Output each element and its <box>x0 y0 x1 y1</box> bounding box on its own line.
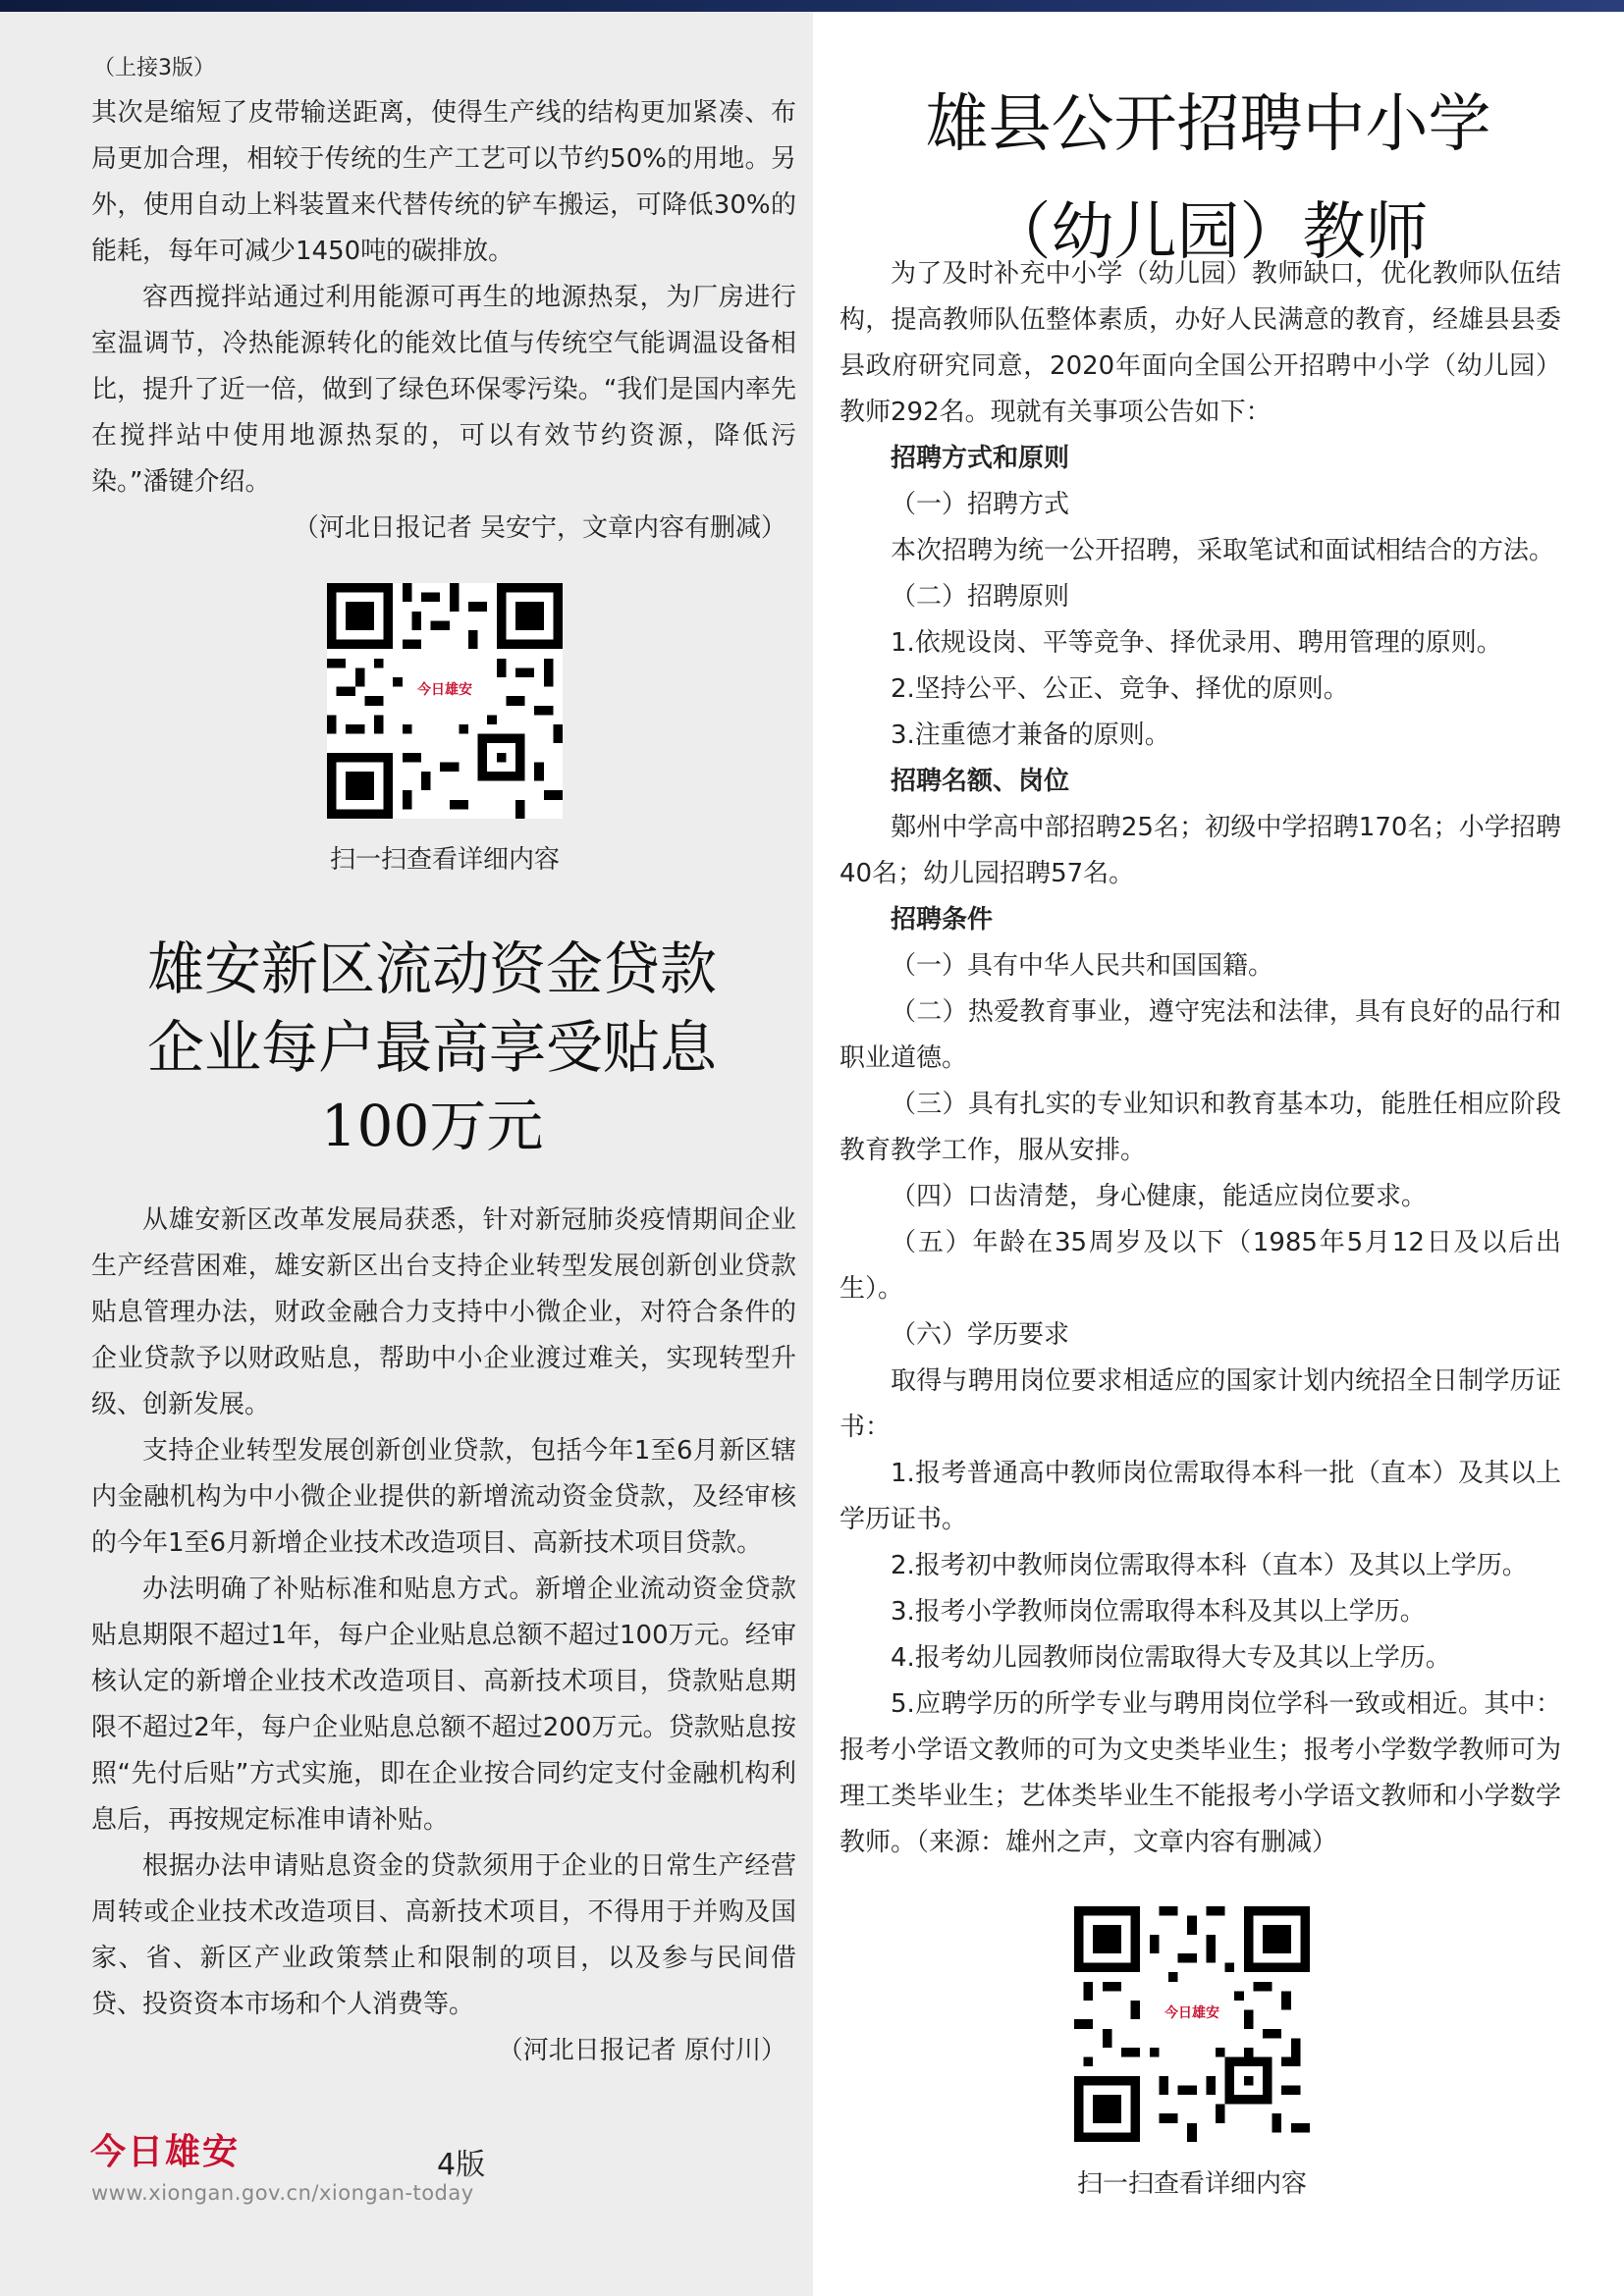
qr-caption: 扫一扫查看详细内容 <box>1076 2169 1307 2199</box>
paragraph: 本次招聘为统一公开招聘，采取笔试和面试相结合的方法。 <box>891 536 1555 565</box>
article-2-byline: （河北日报记者 原付川） <box>497 2036 786 2065</box>
right-column <box>813 12 1624 2296</box>
education-item: 1.报考普通高中教师岗位需取得本科一批（直本）及其以上学历证书。 <box>839 1459 1561 1534</box>
qr-code-image <box>1074 1906 1310 2142</box>
sub-heading: （二）招聘原则 <box>891 582 1070 612</box>
qr-code-image <box>327 583 563 819</box>
paragraph: 鄚州中学高中部招聘25名；初级中学招聘170名；小学招聘40名；幼儿园招聘57名。 <box>839 813 1561 888</box>
article-2-paragraph: 办法明确了补贴标准和贴息方式。新增企业流动资金贷款贴息期限不超过1年，每户企业贴息总额不超过100万元。经审核认定的新增企业技术改造项目、高新技术项目，贷款贴息期限不超过2年，每户企业贴息总额不超过200万元。贷款贴息按照“先付后贴”方式实施，即在企业按合同约定支付金融机构利息后，再按规定标准申请补贴。 <box>91 1575 796 1835</box>
condition-item: （六）学历要求 <box>891 1320 1070 1350</box>
article-1-paragraph: 其次是缩短了皮带输送距离，使得生产线的结构更加紧凑、布局更加合理，相较于传统的生产工艺可以节约50%的用地。另外，使用自动上料装置来代替传统的铲车搬运，可降低30%的能耗，每年可减少1450吨的碳排放。 <box>91 98 796 266</box>
rule-item: 2.坚持公平、公正、竞争、择优的原则。 <box>891 674 1349 704</box>
condition-item: （一）具有中华人民共和国国籍。 <box>891 951 1274 981</box>
article-2-body <box>91 1198 796 2074</box>
education-item: 2.报考初中教师岗位需取得本科（直本）及其以上学历。 <box>891 1551 1528 1580</box>
article-1-body <box>91 90 796 552</box>
condition-item: （二）热爱教育事业，遵守宪法和法律，具有良好的品行和职业道德。 <box>839 997 1561 1073</box>
condition-item: （四）口齿清楚，身心健康，能适应岗位要求。 <box>891 1182 1428 1211</box>
condition-item: （五）年龄在35周岁及以下（1985年5月12日及以后出生）。 <box>839 1228 1561 1304</box>
qr-caption: 扫一扫查看详细内容 <box>329 845 560 875</box>
top-banner-bar <box>0 0 1624 12</box>
article-2-paragraph: 根据办法申请贴息资金的贷款须用于企业的日常生产经营周转或企业技术改造项目、高新技术项目，不得用于并购及国家、省、新区产业政策禁止和限制的项目，以及参与民间借贷、投资资本市场和个人消费等。 <box>91 1851 796 2019</box>
article-2-title-line: 企业每户最高享受贴息 <box>146 1014 717 1081</box>
article-2-paragraph: 从雄安新区改革发展局获悉，针对新冠肺炎疫情期间企业生产经营困难，雄安新区出台支持企业转型发展创新创业贷款贴息管理办法，财政金融合力支持中小微企业，对符合条件的企业贷款予以财政贴息，帮助中小企业渡过难关，实现转型升级、创新发展。 <box>91 1205 796 1419</box>
education-item: 4.报考幼儿园教师岗位需取得大专及其以上学历。 <box>891 1643 1451 1673</box>
education-item: 5.应聘学历的所学专业与聘用岗位学科一致或相近。其中：报考小学语文教师的可为文史类毕业生；报考小学数学教师可为理工类毕业生；艺体类毕业生不能报考小学语文教师和小学数学教师。（来源：雄州之声，文章内容有删减） <box>839 1689 1561 1857</box>
paragraph: 取得与聘用岗位要求相适应的国家计划内统招全日制学历证书： <box>839 1366 1561 1442</box>
page-number: 4版 <box>437 2148 486 2182</box>
qr-logo-text: 今日雄安 <box>417 682 472 698</box>
intro-paragraph: 为了及时补充中小学（幼儿园）教师缺口，优化教师队伍结构，提高教师队伍整体素质，办好人民满意的教育，经雄县县委县政府研究同意，2020年面向全国公开招聘中小学（幼儿园）教师292名。现就有关事项公告如下： <box>839 259 1561 427</box>
article-1-paragraph: 容西搅拌站通过利用能源可再生的地源热泵，为厂房进行室温调节，冷热能源转化的能效比值与传统空气能调温设备相比，提升了近一倍，做到了绿色环保零污染。“我们是国内率先在搅拌站中使用地源热泵的，可以有效节约资源，降低污染。”潘键介绍。 <box>91 283 796 497</box>
rule-item: 3.注重德才兼备的原则。 <box>891 721 1170 750</box>
condition-item: （三）具有扎实的专业知识和教育基本功，能胜任相应阶段教育教学工作，服从安排。 <box>839 1090 1561 1165</box>
article-2-title <box>79 930 785 1165</box>
article-3-title-line: 雄县公开招聘中小学 <box>925 88 1491 161</box>
footer-url[interactable]: www.xiongan.gov.cn/xiongan-today <box>91 2181 474 2205</box>
rule-item: 1.依规设岗、平等竞争、择优录用、聘用管理的原则。 <box>891 628 1502 658</box>
qr-code-article-3[interactable] <box>1074 1906 1310 2142</box>
section-heading: 招聘名额、岗位 <box>891 767 1070 796</box>
article-3-title-line: （幼儿园）教师 <box>988 196 1429 269</box>
left-column <box>0 12 813 2296</box>
section-heading: 招聘方式和原则 <box>891 444 1070 473</box>
brand-logo: 今日雄安 <box>90 2131 241 2172</box>
education-item: 3.报考小学教师岗位需取得本科及其以上学历。 <box>891 1597 1426 1627</box>
article-2-paragraph: 支持企业转型发展创新创业贷款，包括今年1至6月新区辖内金融机构为中小微企业提供的新增流动资金贷款，及经审核的今年1至6月新增企业技术改造项目、高新技术项目贷款。 <box>91 1436 796 1558</box>
qr-code-article-1[interactable] <box>327 583 563 819</box>
article-2-title-line: 雄安新区流动资金贷款 <box>146 935 717 1002</box>
article-3-body <box>839 251 1561 1866</box>
sub-heading: （一）招聘方式 <box>891 490 1070 519</box>
continued-note: （上接3版） <box>93 56 215 80</box>
article-2-title-line: 100万元 <box>320 1093 544 1159</box>
section-heading: 招聘条件 <box>891 905 994 934</box>
article-1-byline: （河北日报记者 吴安宁，文章内容有删减） <box>293 513 786 543</box>
qr-logo-text: 今日雄安 <box>1164 2005 1219 2021</box>
